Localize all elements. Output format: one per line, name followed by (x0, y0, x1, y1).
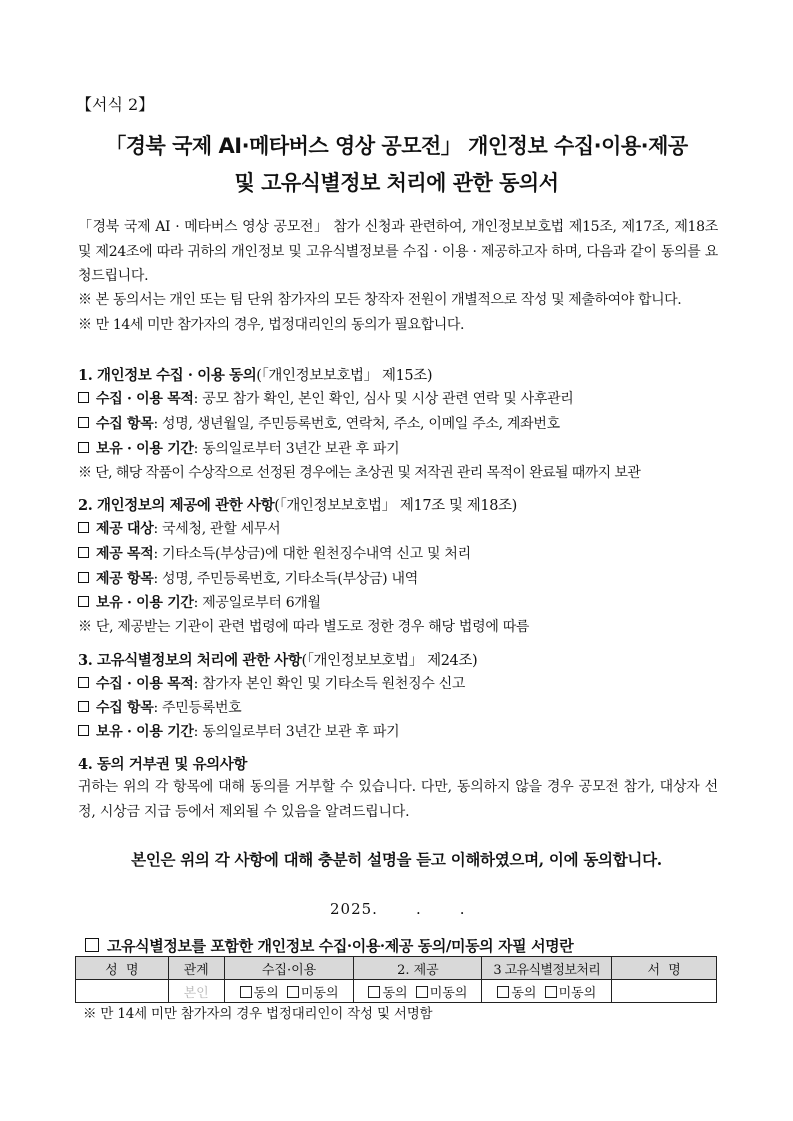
section-1-title: 1. 개인정보 수집 · 이용 동의 (78, 367, 257, 384)
item-label: 수집 항목 (96, 700, 154, 716)
section-1-note: ※ 단, 해당 작품이 수상작으로 선정된 경우에는 초상권 및 저작권 관리 목적이 완료될 때까지 보관 (78, 465, 641, 481)
bullet-square-icon (78, 442, 89, 453)
checkbox-square-icon (85, 938, 99, 952)
item-text: : 제공일로부터 6개월 (193, 595, 321, 611)
section-2-item-purpose (78, 543, 471, 563)
bullet-square-icon (78, 522, 89, 533)
date-line (330, 900, 466, 918)
section-1-heading (78, 364, 432, 385)
item-label: 수집 · 이용 목적 (96, 391, 194, 407)
section-3-item-purpose (78, 673, 465, 693)
bullet-square-icon (78, 596, 89, 607)
section-2-item-fields (78, 568, 418, 588)
section-2-note: ※ 단, 제공받는 기관이 관련 법령에 따라 별도로 정한 경우 해당 법령에 따름 (78, 619, 530, 635)
item-label: 수집 항목 (96, 416, 154, 432)
disagree-label: 미동의 (300, 985, 339, 1001)
date-month: . (415, 900, 422, 918)
section-1-law-ref: (「개인정보보호법」 제15조) (256, 368, 433, 384)
col-unique-id: 3 고유식별정보처리 (482, 957, 612, 980)
date-year: 2025. (330, 900, 378, 918)
item-label: 보유 · 이용 기간 (96, 724, 194, 740)
section-2-item-recipient (78, 518, 280, 538)
minor-footnote: ※ 만 14세 미만 참가자의 경우 법정대리인이 작성 및 서명함 (83, 1006, 433, 1022)
section-2-title: 2. 개인정보의 제공에 관한 사항 (78, 497, 275, 514)
provide-choice (354, 980, 482, 1003)
title-line-1: 「경북 국제 AI·메타버스 영상 공모전」 개인정보 수집·이용·제공 (105, 134, 688, 158)
section-1-item-period (78, 438, 399, 458)
name-field[interactable] (76, 980, 169, 1003)
signature-table (75, 956, 717, 1003)
signature-table-header (76, 957, 717, 980)
disagree-label: 미동의 (429, 985, 468, 1001)
section-3-title: 3. 고유식별정보의 처리에 관한 사항 (78, 652, 302, 669)
item-label: 보유 · 이용 기간 (96, 441, 194, 457)
agreement-statement: 본인은 위의 각 사항에 대해 충분히 설명을 듣고 이해하였으며, 이에 동의합니다. (131, 850, 662, 869)
section-1-item-purpose (78, 388, 574, 408)
agree-label: 동의 (511, 985, 537, 1001)
unique-id-choice (482, 980, 612, 1003)
section-4-heading: 4. 동의 거부권 및 유의사항 (78, 756, 247, 773)
item-text: : 동의일로부터 3년간 보관 후 파기 (193, 724, 400, 740)
section-2-law-ref: (「개인정보보호법」 제17조 및 제18조) (274, 498, 517, 514)
collect-use-choice (224, 980, 354, 1003)
intro-paragraph: 「경북 국제 AI · 메타버스 영상 공모전」 참가 신청과 관련하여, 개인정보보호법 제15조, 제17조, 제18조 및 제24조에 따라 귀하의 개인정보 및 고유식별정보를 수집 · 이용 · 제공하고자 하며, 다음과 같이 동의를 요청드립니다. (78, 219, 718, 284)
item-text: : 국세청, 관할 세무서 (153, 521, 281, 537)
agree-label: 동의 (253, 985, 279, 1001)
relation-field[interactable]: 본인 (168, 980, 224, 1003)
col-name: 성 명 (76, 957, 169, 980)
col-relation: 관계 (168, 957, 224, 980)
col-provide: 2. 제공 (354, 957, 482, 980)
note-minor-consent: ※ 만 14세 미만 참가자의 경우, 법정대리인의 동의가 필요합니다. (78, 317, 465, 333)
agree-checkbox[interactable] (497, 986, 509, 998)
bullet-square-icon (78, 572, 89, 583)
section-2-item-period (78, 592, 321, 612)
bullet-square-icon (78, 677, 89, 688)
title-line-2: 및 고유식별정보 처리에 관한 동의서 (234, 171, 559, 195)
section-3-law-ref: (「개인정보보호법」 제24조) (301, 653, 478, 669)
section-3-item-fields (78, 697, 241, 717)
item-label: 보유 · 이용 기간 (96, 595, 194, 611)
bullet-square-icon (78, 417, 89, 428)
form-number: 【서식 2】 (76, 95, 155, 114)
item-text: : 공모 참가 확인, 본인 확인, 심사 및 시상 관련 연락 및 사후관리 (193, 391, 574, 407)
item-label: 제공 목적 (96, 546, 154, 562)
date-day: . (459, 900, 466, 918)
disagree-checkbox[interactable] (545, 986, 557, 998)
item-text: : 참가자 본인 확인 및 기타소득 원천징수 신고 (193, 676, 466, 692)
section-1-item-fields (78, 413, 560, 433)
disagree-checkbox[interactable] (287, 986, 299, 998)
signature-table-row (76, 980, 717, 1003)
item-text: : 성명, 주민등록번호, 기타소득(부상금) 내역 (153, 571, 418, 587)
item-text: : 기타소득(부상금)에 대한 원천징수내역 신고 및 처리 (153, 546, 471, 562)
item-label: 수집 · 이용 목적 (96, 676, 194, 692)
item-text: : 주민등록번호 (153, 700, 242, 716)
bullet-square-icon (78, 392, 89, 403)
bullet-square-icon (78, 547, 89, 558)
section-3-item-period (78, 721, 399, 741)
agree-checkbox[interactable] (368, 986, 380, 998)
col-signature: 서 명 (612, 957, 717, 980)
signature-field[interactable] (612, 980, 717, 1003)
item-text: : 동의일로부터 3년간 보관 후 파기 (193, 441, 400, 457)
signature-heading (85, 935, 573, 956)
item-label: 제공 대상 (96, 521, 154, 537)
col-collect-use: 수집·이용 (224, 957, 354, 980)
note-all-creators: ※ 본 동의서는 개인 또는 팀 단위 참가자의 모든 창작자 전원이 개별적으로 작성 및 제출하여야 합니다. (78, 292, 682, 308)
signature-heading-text: 고유식별정보를 포함한 개인정보 수집·이용·제공 동의/미동의 자필 서명란 (107, 937, 574, 955)
section-2-heading (78, 494, 517, 515)
bullet-square-icon (78, 725, 89, 736)
section-3-heading (78, 649, 477, 670)
disagree-checkbox[interactable] (416, 986, 428, 998)
section-4-paragraph: 귀하는 위의 각 항목에 대해 동의를 거부할 수 있습니다. 다만, 동의하지 않을 경우 공모전 참가, 대상자 선정, 시상금 지급 등에서 제외될 수 있음을 알려드립니다. (78, 779, 718, 820)
agree-label: 동의 (382, 985, 408, 1001)
disagree-label: 미동의 (558, 985, 597, 1001)
agree-checkbox[interactable] (240, 986, 252, 998)
item-label: 제공 항목 (96, 571, 154, 587)
item-text: : 성명, 생년월일, 주민등록번호, 연락처, 주소, 이메일 주소, 계좌번호 (153, 416, 560, 432)
bullet-square-icon (78, 701, 89, 712)
